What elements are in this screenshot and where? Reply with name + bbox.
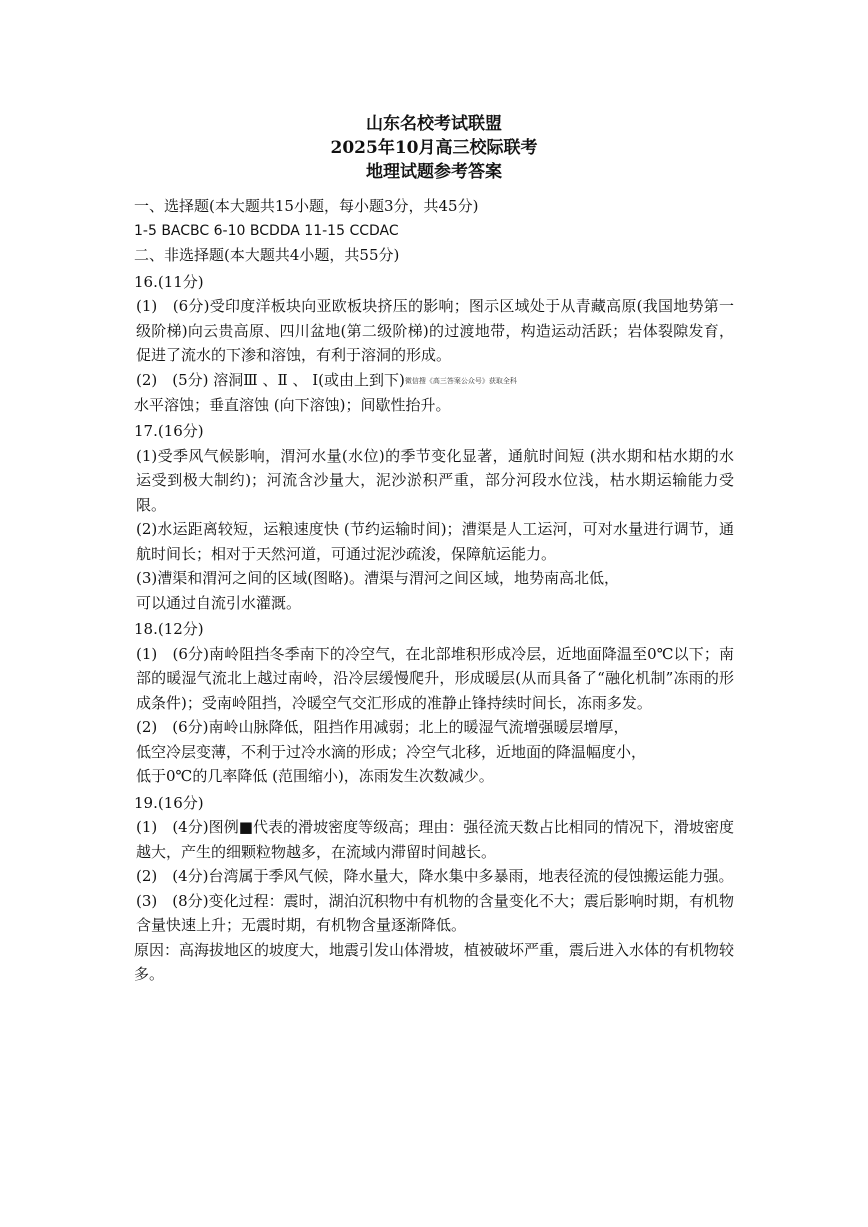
subject-title: 地理试题参考答案: [366, 162, 502, 182]
q16-answer-1: (1) (6分)受印度洋板块向亚欧板块挤压的影响；图示区域处于从青藏高原(我国地势第一级阶梯)向云贵高原、四川盆地(第二级阶梯)的过渡地带，构造运动活跃；岩体裂隙发育，促进了流水的下渗和溶蚀，有利于溶洞的形成。: [136, 297, 734, 364]
part1-heading: 一、选择题(本大题共15小题，每小题3分，共45分): [134, 197, 479, 215]
question-16: [134, 270, 734, 418]
part2-heading: 二、非选择题(本大题共4小题，共55分): [134, 246, 400, 264]
q18-answer-2b: 低空冷层变薄，不利于过冷水滴的形成；冷空气北移，近地面的降温幅度小，: [136, 742, 647, 761]
q17-answer-3a: (3)漕渠和渭河之间的区域(图略)。漕渠与渭河之间区域，地势南高北低，: [136, 569, 619, 588]
q18-answer-2a: (2) (6分)南岭山脉降低，阻挡作用减弱；北上的暖湿气流增强暖层增厚，: [136, 718, 629, 737]
title-block: [134, 112, 734, 184]
q16-heading: 16.(11分): [134, 272, 204, 291]
q16-answer-2: [134, 368, 734, 393]
q16-answer-2b: 水平溶蚀；垂直溶蚀 (向下溶蚀)；间歇性抬升。: [134, 395, 451, 414]
union-title: 山东名校考试联盟: [366, 114, 502, 134]
q18-answer-2c: 低于0℃的几率降低 (范围缩小)，冻雨发生次数减少。: [136, 767, 494, 786]
q18-answer-1: (1) (6分)南岭阻挡冬季南下的冷空气，在北部堆积形成冷层，近地面降温至0℃以下；南部的暖湿气流北上越过南岭，沿冷层缓慢爬升，形成暖层(从而具备了“融化机制”冻雨的形成条件)；受南岭阻挡，冷暖空气交汇形成的准静止锋持续时间长，冻雨多发。: [136, 644, 734, 712]
q19-heading: 19.(16分): [134, 793, 204, 812]
q16-answer-2-text: (2) (5分) 溶洞Ⅲ 、Ⅱ 、 Ⅰ(或由上到下): [136, 370, 405, 389]
q17-answer-2: (2)水运距离较短，运粮速度快 (节约运输时间)；漕渠是人工运河，可对水量进行调节，通航时间长；相对于天然河道，可通过泥沙疏浚，保障航运能力。: [136, 520, 734, 563]
question-18: [134, 617, 734, 789]
q19-answer-1: (1) (4分)图例■代表的滑坡密度等级高；理由：强径流天数占比相同的情况下，滑坡密度越大，产生的细颗粒物越多，在流域内滞留时间越长。: [136, 818, 734, 861]
q17-answer-3b: 可以通过自流引水灌溉。: [136, 593, 302, 612]
exam-title: 2025年10月高三校际联考: [330, 138, 538, 158]
q19-answer-4: 原因：高海拔地区的坡度大，地震引发山体滑坡，植被破坏严重，震后进入水体的有机物较多。: [134, 940, 735, 984]
q17-heading: 17.(16分): [134, 422, 204, 441]
watermark-note: 微信搜《高三答案公众号》获取全科: [404, 376, 517, 385]
question-19: [134, 791, 734, 987]
q17-answer-1: (1)受季风气候影响，渭河水量(水位)的季节变化显著，通航时间短 (洪水期和枯水期的水运受到极大制约)；河流含沙量大，泥沙淤积严重，部分河段水位浅，枯水期运输能力受限。: [136, 446, 734, 514]
q19-answer-3: (3) (8分)变化过程：震时，湖泊沉积物中有机物的含量变化不大；震后影响时期，有机物含量快速上升；无震时期，有机物含量逐渐降低。: [136, 891, 734, 935]
choice-answers: 1-5 BACBC 6-10 BCDDA 11-15 CCDAC: [134, 222, 399, 239]
question-17: [134, 419, 734, 615]
q19-answer-2: (2) (4分)台湾属于季风气候，降水量大，降水集中多暴雨，地表径流的侵蚀搬运能力强。: [136, 867, 734, 886]
q18-heading: 18.(12分): [134, 620, 204, 639]
